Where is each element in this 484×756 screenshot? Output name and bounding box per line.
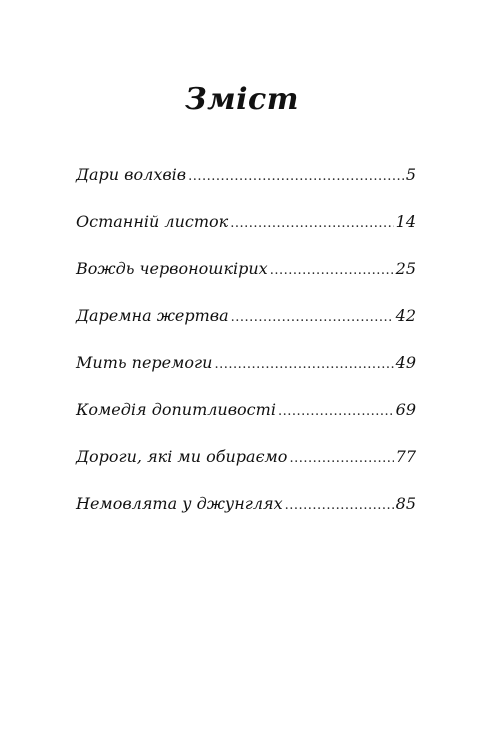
- dot-leader: [231, 305, 394, 331]
- dot-leader: [270, 258, 394, 284]
- toc-entry: [76, 209, 416, 256]
- table-of-contents: [76, 162, 416, 538]
- toc-entry-page-number: 14: [395, 212, 416, 231]
- toc-entry-page-number: 85: [395, 494, 416, 513]
- toc-entry: [76, 256, 416, 303]
- toc-entry: [76, 350, 416, 397]
- toc-entry-page-number: 5: [405, 165, 416, 184]
- toc-entry: [76, 491, 416, 538]
- toc-entry-title: Вождь червоношкірих: [76, 259, 268, 278]
- dot-leader: [188, 164, 404, 190]
- dot-leader: [230, 211, 393, 237]
- toc-entry-page-number: 42: [395, 306, 416, 325]
- dot-leader: [278, 399, 394, 425]
- toc-entry-title: Комедія допитливості: [76, 400, 276, 419]
- toc-entry-title: Дари волхвів: [76, 165, 187, 184]
- toc-entry-title: Дороги, які ми обираємо: [76, 447, 288, 466]
- toc-entry: [76, 397, 416, 444]
- toc-entry-page-number: 49: [395, 353, 416, 372]
- toc-entry-title: Даремна жертва: [76, 306, 229, 325]
- toc-entry-page-number: 69: [395, 400, 416, 419]
- page-title: Зміст: [184, 82, 300, 117]
- toc-entry-page-number: 25: [395, 259, 416, 278]
- dot-leader: [214, 352, 393, 378]
- toc-entry-page-number: 77: [395, 447, 416, 466]
- dot-leader: [289, 446, 393, 472]
- toc-entry-title: Останній листок: [76, 212, 229, 231]
- toc-entry-title: Мить перемоги: [76, 353, 213, 372]
- dot-leader: [285, 493, 394, 519]
- toc-entry: [76, 444, 416, 491]
- toc-entry-title: Немовлята у джунглях: [76, 494, 283, 513]
- toc-entry: [76, 303, 416, 350]
- toc-entry: [76, 162, 416, 209]
